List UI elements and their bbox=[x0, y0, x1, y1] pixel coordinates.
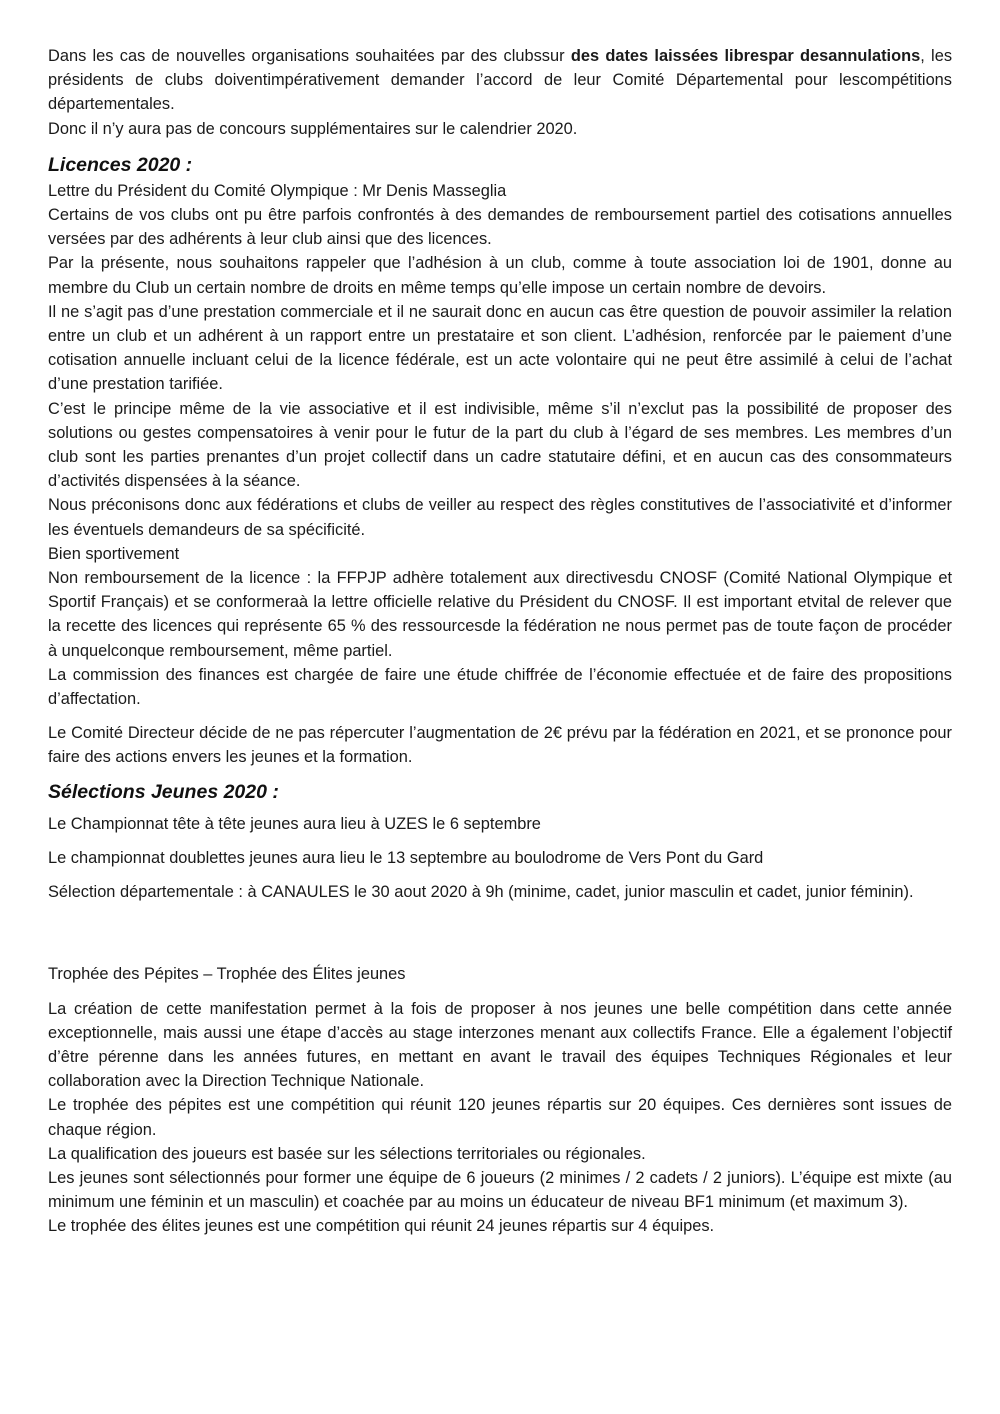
trophee-pepites-paragraph: Le trophée des pépites est une compétition qui réunit 120 jeunes répartis sur 20 équipes. Ces dernières sont issues de chaque région. bbox=[48, 1096, 952, 1139]
trophee-elites-paragraph: Le trophée des élites jeunes est une compétition qui réunit 24 jeunes répartis sur 4 équipes. bbox=[48, 1217, 715, 1236]
trophee-intro-paragraph: La création de cette manifestation permet à la fois de proposer à nos jeunes une belle compétition dans cette année exceptionnelle, mais aussi une étape d’accès au stage interzones menant aux collectifs France. Elle a également l’objectif d’être pérenne dans les années futures, en mettant en avant le travail des équipes Techniques Régionales et leur collaboration avec la Direction Technique Nationale. bbox=[48, 999, 952, 1091]
letter-paragraph-1: Certains de vos clubs ont pu être parfois confrontés à des demandes de remboursement partiel des cotisations annuelles versées par des adhérents à leur club ainsi que des licences. bbox=[48, 206, 952, 249]
intro-text-end: , les présidents de clubs doiventimpérativement demander l’accord de leur Comité Départemental pour lescompétitions départementales. bbox=[48, 47, 953, 114]
selection-item-3: Sélection départementale : à CANAULES le 30 aout 2020 à 9h (minime, cadet, junior masculin et cadet, junior féminin). bbox=[48, 883, 914, 902]
letter-paragraph-2: Par la présente, nous souhaitons rappeler que l’adhésion à un club, comme à toute association loi de 1901, donne au membre du Club un certain nombre de droits en même temps qu’elle impose un certain nombre de devoirs. bbox=[48, 254, 952, 297]
non-remboursement-paragraph: Non remboursement de la licence : la FFPJP adhère totalement aux directivesdu CNOSF (Comité National Olympique et Sportif Français) et se conformeraà la lettre officielle relative du Président du CNOSF. Il est important etvital de relever que la recette des licences qui représente 65 % des ressourcesde la fédération ne nous permet pas de toute façon de procéder à unquelconque remboursement, même partiel. bbox=[48, 569, 952, 660]
trophee-title: Trophée des Pépites – Trophée des Élites jeunes bbox=[48, 965, 406, 984]
intro-calendar-note: Donc il n’y aura pas de concours supplémentaires sur le calendrier 2020. bbox=[48, 119, 578, 138]
comite-directeur-paragraph: Le Comité Directeur décide de ne pas répercuter l’augmentation de 2€ prévu par la fédération en 2021, et se prononce pour faire des actions envers les jeunes et la formation. bbox=[48, 724, 952, 767]
letter-paragraph-4: C’est le principe même de la vie associative et il est indivisible, même s’il n’exclut pas la possibilité de proposer des solutions ou gestes compensatoires à venir pour le futur de la part du club à l’égard de ses membres. Les membres d’un club sont les parties prenantes d’un projet collectif dans un cadre statutaire défini, et en aucun cas des consommateurs d’activités dispensées à la séance. bbox=[48, 399, 952, 491]
selection-item-1: Le Championnat tête à tête jeunes aura lieu à UZES le 6 septembre bbox=[48, 814, 541, 833]
intro-bold-text: des dates laissées librespar desannulations bbox=[570, 47, 921, 65]
intro-text-start: Dans les cas de nouvelles organisations souhaitées par des clubssur bbox=[48, 47, 571, 65]
letter-sign-off: Bien sportivement bbox=[48, 544, 180, 563]
letter-paragraph-5: Nous préconisons donc aux fédérations et clubs de veiller au respect des règles constitutives de l’associativité et d’informer les éventuels demandeurs de sa spécificité. bbox=[48, 496, 952, 539]
letter-paragraph-3: Il ne s’agit pas d’une prestation commerciale et il ne saurait donc en aucun cas être question de pouvoir assimiler la relation entre un club et un adhérent à un rapport entre un prestataire et son client. L’adhésion, renforcée par le paiement d’une cotisation annuelle incluant celui de la licence fédérale, est un acte volontaire qui ne peut être assimilé à celui de l’achat d’une prestation tarifiée. bbox=[48, 302, 952, 394]
commission-paragraph: La commission des finances est chargée de faire une étude chiffrée de l’économie effectuée et de faire des propositions d’affectation. bbox=[48, 665, 952, 709]
selections-heading: Sélections Jeunes 2020 : bbox=[48, 780, 279, 803]
selection-item-2: Le championnat doublettes jeunes aura lieu le 13 septembre au boulodrome de Vers Pont du Gard bbox=[48, 848, 764, 867]
trophee-equipe-paragraph: Les jeunes sont sélectionnés pour former une équipe de 6 joueurs (2 minimes / 2 cadets / 2 juniors). L’équipe est mixte (au minimum une féminin et un masculin) et coachée par au moins un éducateur de niveau BF1 minimum (et maximum 3). bbox=[48, 1168, 952, 1212]
letter-title: Lettre du Président du Comité Olympique : Mr Denis Masseglia bbox=[48, 181, 507, 200]
trophee-qualification-paragraph: La qualification des joueurs est basée sur les sélections territoriales ou régionales. bbox=[48, 1144, 646, 1163]
licences-heading: Licences 2020 : bbox=[48, 153, 193, 176]
intro-paragraph bbox=[48, 44, 952, 117]
